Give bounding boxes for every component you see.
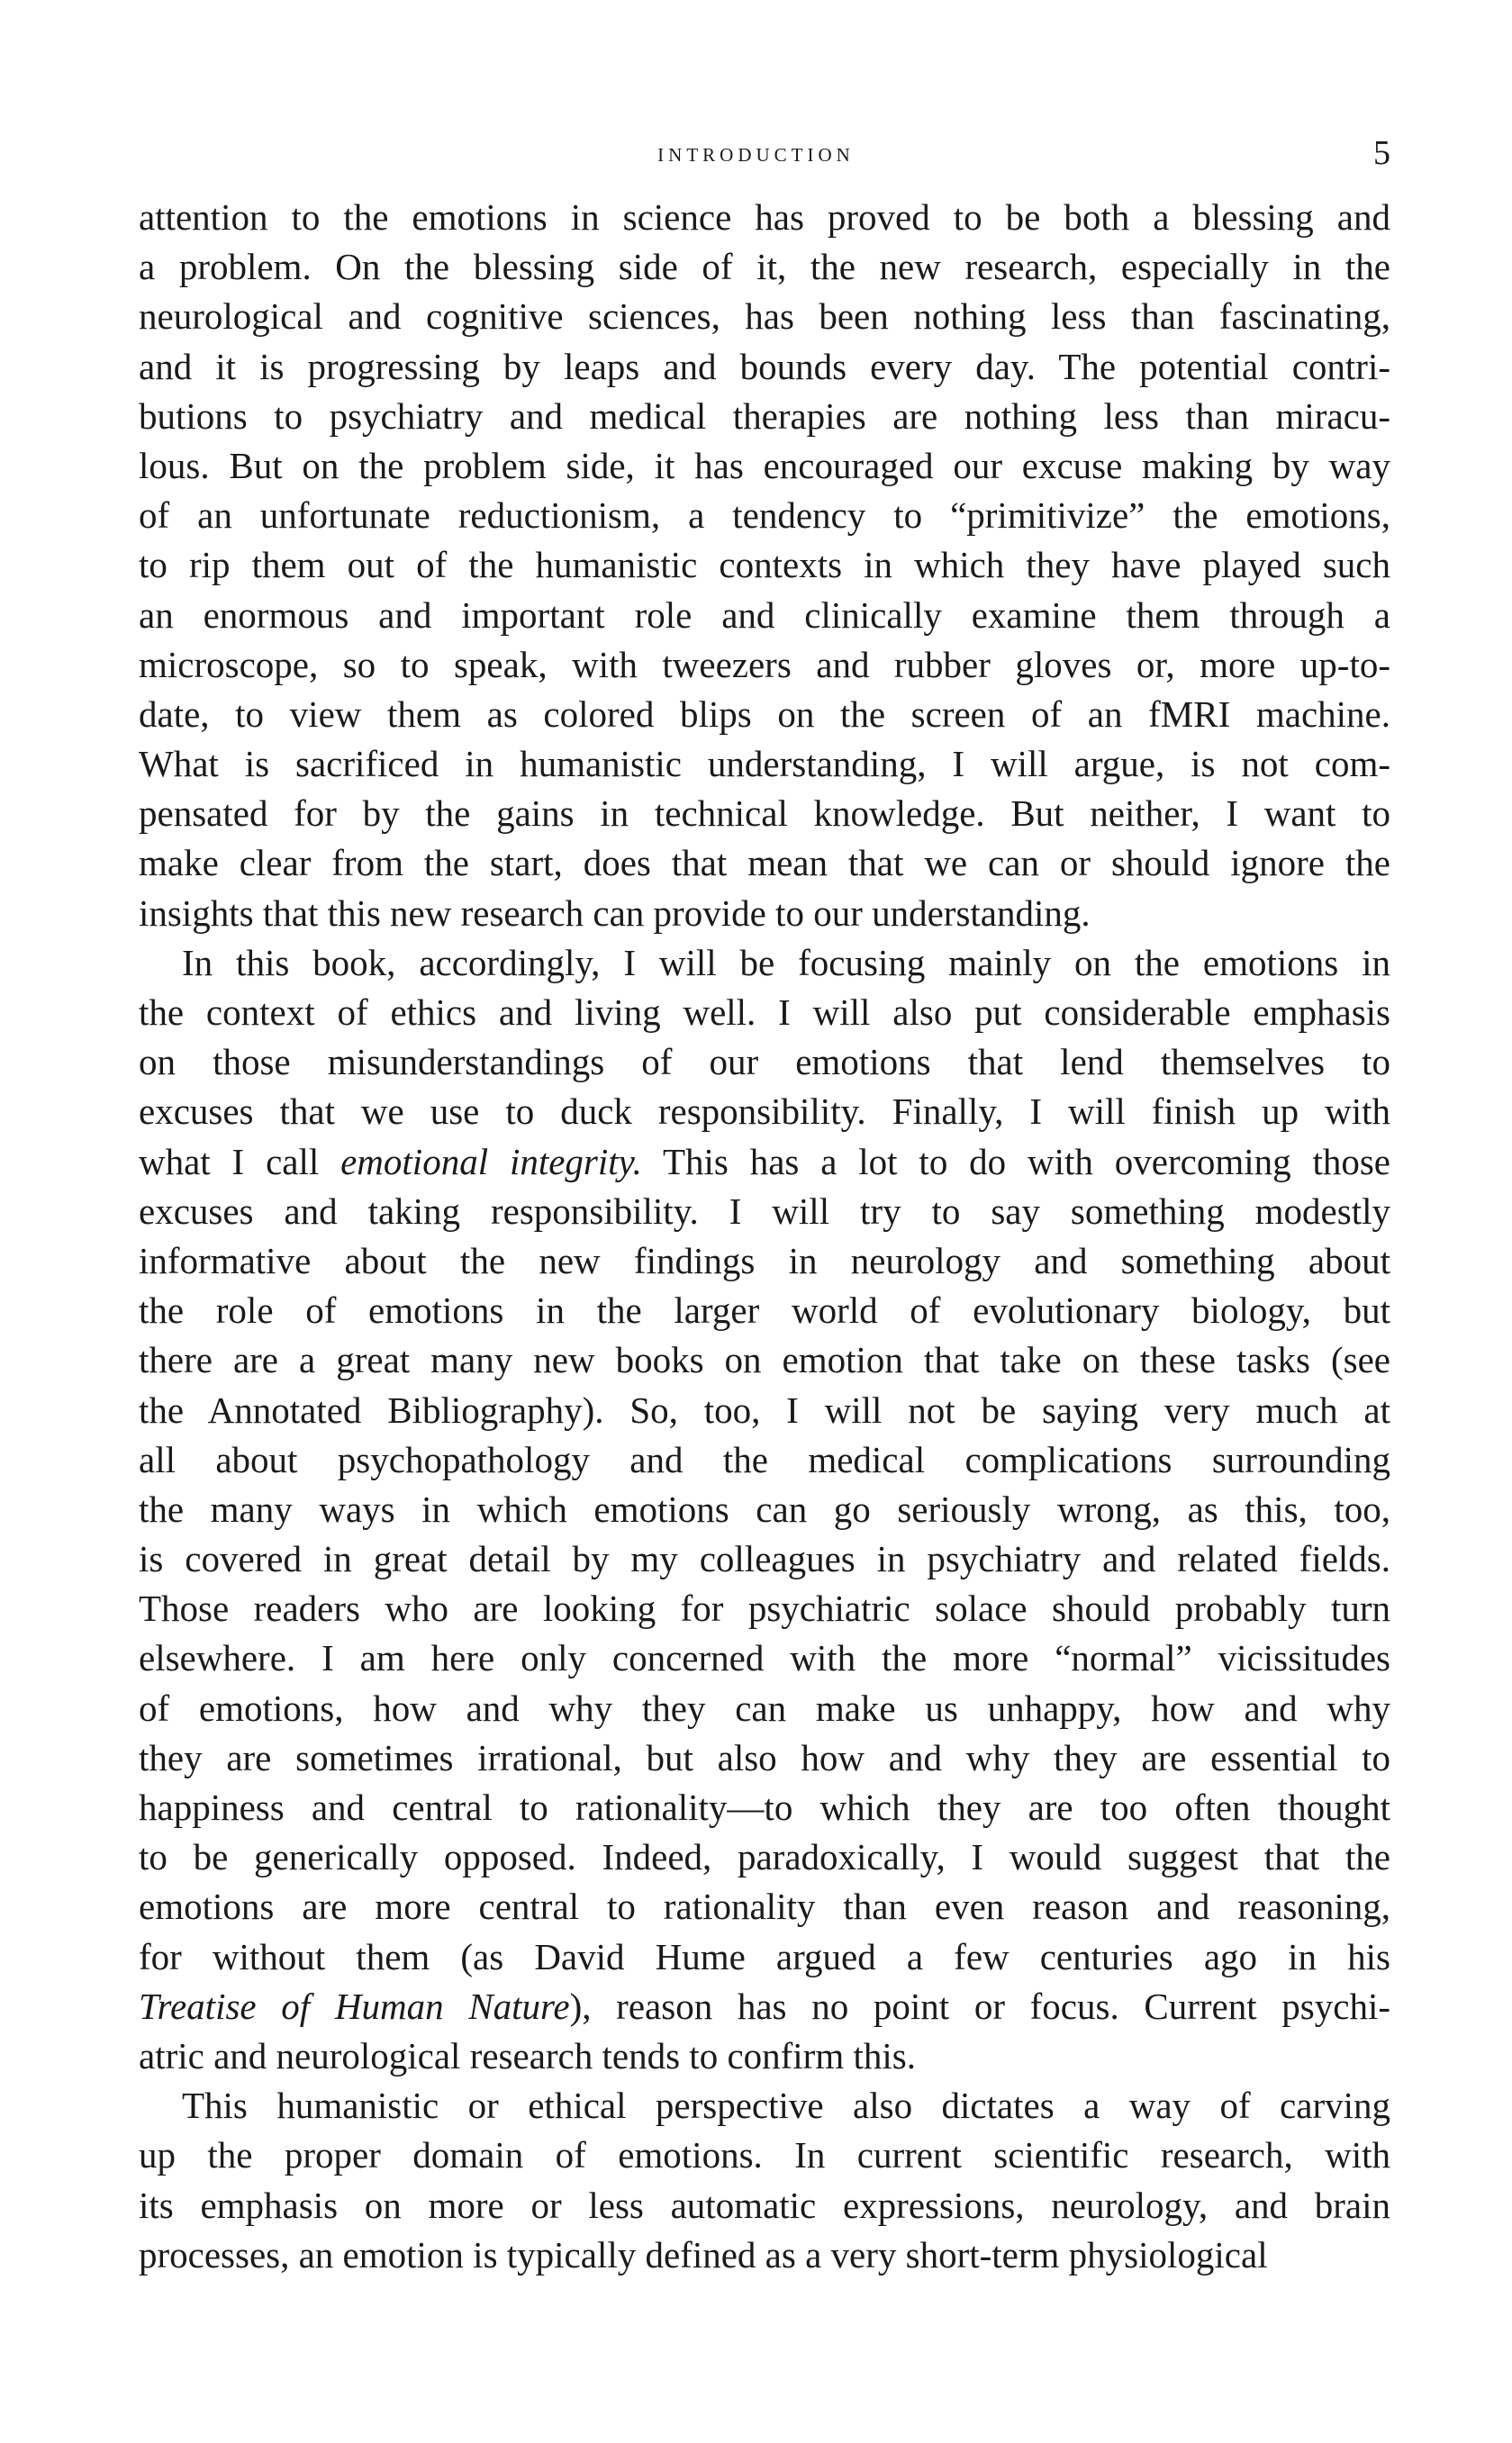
text-line xyxy=(139,838,1390,888)
text-line xyxy=(139,491,1390,540)
text-span: atric and neurological research tends to confirm this. xyxy=(139,2034,916,2077)
text-line xyxy=(139,988,1390,1037)
text-span: an enormous and important role and clinically examine them through a xyxy=(139,593,1390,636)
text-span: they are sometimes irrational, but also how and why they are essential to xyxy=(139,1736,1390,1778)
text-span: what I call xyxy=(139,1140,341,1182)
text-span: for without them (as David Hume argued a few centuries ago in his xyxy=(139,1935,1390,1977)
text-line xyxy=(139,1783,1390,1832)
running-title: introduction xyxy=(657,138,855,167)
text-span: a problem. On the blessing side of it, the new research, especially in the xyxy=(139,246,1390,288)
text-line xyxy=(139,2131,1390,2180)
body-text xyxy=(139,193,1390,2280)
running-head xyxy=(0,135,1512,180)
text-line xyxy=(139,1386,1390,1435)
text-span: emotions are more central to rationality than even reason and reasoning, xyxy=(139,1886,1390,1928)
text-line xyxy=(139,392,1390,441)
italic-text: Treatise of Human Nature xyxy=(139,1985,570,2027)
text-line xyxy=(139,2081,1390,2131)
text-span: pensated for by the gains in technical knowledge. But neither, I want to xyxy=(139,792,1390,835)
text-span: ), reason has no point or focus. Current psychi- xyxy=(569,1985,1390,2027)
text-span: insights that this new research can provide to our understanding. xyxy=(139,891,1091,934)
text-line xyxy=(139,540,1390,590)
text-line xyxy=(139,1832,1390,1882)
text-line xyxy=(139,739,1390,789)
text-line xyxy=(139,1286,1390,1335)
text-span: processes, an emotion is typically defined as a very short-term physiological xyxy=(139,2233,1268,2276)
text-span: and it is progressing by leaps and bounds every day. The potential contri- xyxy=(139,345,1390,387)
text-line xyxy=(139,591,1390,640)
text-span: microscope, so to speak, with tweezers and rubber gloves or, more up-to- xyxy=(139,643,1390,685)
text-span: excuses that we use to duck responsibility. Finally, I will finish up with xyxy=(139,1090,1390,1133)
page-number: 5 xyxy=(1373,134,1390,172)
paragraph xyxy=(139,938,1390,2081)
text-line xyxy=(139,1584,1390,1633)
text-line xyxy=(139,1037,1390,1087)
text-line xyxy=(139,1087,1390,1136)
text-span: In this book, accordingly, I will be focusing mainly on the emotions in xyxy=(182,941,1390,983)
text-line xyxy=(139,1137,1390,1187)
text-span: is covered in great detail by my colleagues in psychiatry and related fields. xyxy=(139,1538,1390,1580)
text-line xyxy=(139,292,1390,341)
text-line xyxy=(139,1982,1390,2031)
text-span: happiness and central to rationality—to which they are too often thought xyxy=(139,1787,1390,1828)
text-line xyxy=(139,690,1390,739)
text-line xyxy=(139,1236,1390,1286)
text-line xyxy=(139,1335,1390,1385)
paragraph xyxy=(139,193,1390,938)
text-span: up the proper domain of emotions. In current scientific research, with xyxy=(139,2134,1390,2176)
text-span: of an unfortunate reductionism, a tendency to “primitivize” the emotions, xyxy=(139,494,1390,537)
text-span: This has a lot to do with overcoming those xyxy=(641,1140,1391,1182)
text-span: date, to view them as colored blips on the screen of an fMRI machine. xyxy=(139,692,1390,735)
text-span: This humanistic or ethical perspective also dictates a way of carving xyxy=(182,2085,1390,2127)
text-line xyxy=(139,1932,1390,1982)
text-span: elsewhere. I am here only concerned with the more “normal” vicissitudes xyxy=(139,1637,1390,1679)
text-line xyxy=(139,1633,1390,1683)
text-span: make clear from the start, does that mean that we can or should ignore the xyxy=(139,842,1390,884)
text-line xyxy=(139,1187,1390,1236)
text-span: the role of emotions in the larger world of evolutionary biology, but xyxy=(139,1289,1390,1332)
text-span: there are a great many new books on emotion that take on these tasks (see xyxy=(139,1339,1390,1381)
text-line xyxy=(139,1733,1390,1783)
text-line xyxy=(139,1882,1390,1932)
text-line xyxy=(139,938,1390,988)
text-line xyxy=(139,2181,1390,2230)
text-span: lous. But on the problem side, it has encouraged our excuse making by way xyxy=(139,444,1390,486)
text-span: on those misunderstandings of our emotions that lend themselves to xyxy=(139,1041,1390,1083)
text-line xyxy=(139,193,1390,242)
text-line xyxy=(139,889,1390,938)
text-line xyxy=(139,342,1390,392)
text-line xyxy=(139,1435,1390,1485)
text-span: the context of ethics and living well. I will also put considerable emphasis xyxy=(139,991,1390,1033)
text-line xyxy=(139,2230,1390,2280)
text-line xyxy=(139,1684,1390,1733)
italic-text: emotional integrity. xyxy=(340,1140,642,1182)
text-line xyxy=(139,441,1390,491)
text-line xyxy=(139,1534,1390,1584)
text-line xyxy=(139,1485,1390,1534)
text-line xyxy=(139,640,1390,690)
text-span: excuses and taking responsibility. I will try to say something modestly xyxy=(139,1190,1390,1232)
text-span: What is sacrificed in humanistic understanding, I will argue, is not com- xyxy=(139,743,1390,785)
paragraph xyxy=(139,2081,1390,2280)
text-span: attention to the emotions in science has proved to be both a blessing and xyxy=(139,196,1390,238)
text-span: butions to psychiatry and medical therapies are nothing less than miracu- xyxy=(139,394,1390,437)
text-span: to rip them out of the humanistic contexts in which they have played such xyxy=(139,544,1390,586)
text-span: to be generically opposed. Indeed, paradoxically, I would suggest that the xyxy=(139,1836,1390,1878)
text-span: all about psychopathology and the medical complications surrounding xyxy=(139,1438,1390,1480)
text-span: the Annotated Bibliography). So, too, I will not be saying very much at xyxy=(139,1389,1390,1431)
text-span: Those readers who are looking for psychiatric solace should probably turn xyxy=(139,1588,1390,1630)
text-span: neurological and cognitive sciences, has been nothing less than fascinating, xyxy=(139,295,1390,338)
text-line xyxy=(139,2031,1390,2081)
text-line xyxy=(139,789,1390,838)
text-span: its emphasis on more or less automatic expressions, neurology, and brain xyxy=(139,2184,1390,2226)
text-span: informative about the new findings in neurology and something about xyxy=(139,1239,1390,1281)
text-span: the many ways in which emotions can go seriously wrong, as this, too, xyxy=(139,1488,1390,1530)
text-span: of emotions, how and why they can make us unhappy, how and why xyxy=(139,1687,1390,1729)
text-line xyxy=(139,242,1390,292)
